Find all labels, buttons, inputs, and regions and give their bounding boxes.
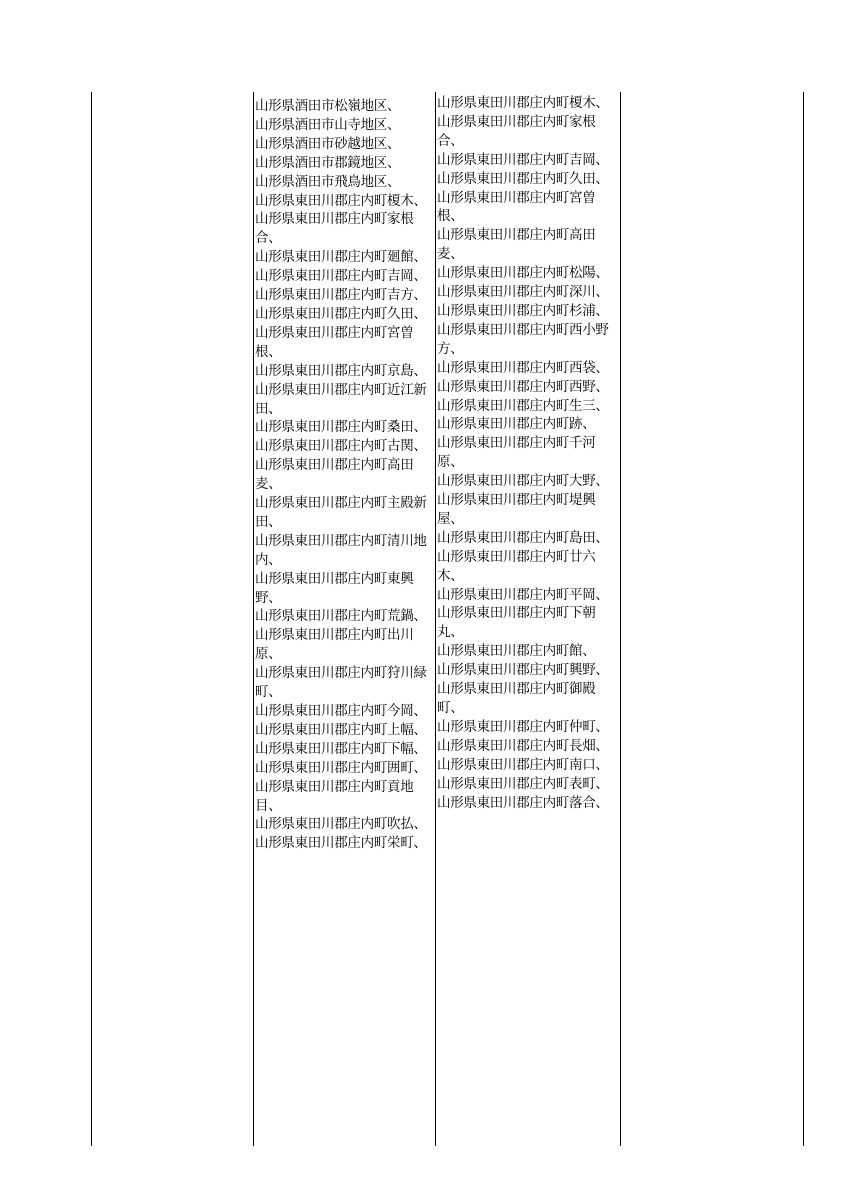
address-list-left: [255, 97, 431, 853]
list-item: 山形県東田川郡庄内町廻館、: [255, 249, 427, 266]
list-item: 山形県東田川郡庄内町荒鍋、: [255, 608, 427, 625]
list-item: 山形県東田川郡庄内町榎木、: [255, 192, 427, 209]
list-item: 山形県東田川郡庄内町下幅、: [255, 740, 427, 757]
list-item: 山形県酒田市山寺地区、: [255, 116, 401, 133]
list-item: 山形県東田川郡庄内町家根合、: [255, 211, 414, 247]
list-item: 山形県東田川郡庄内町出川原、: [255, 627, 414, 663]
list-item: 山形県東田川郡庄内町囲町、: [255, 759, 427, 776]
list-item: 山形県東田川郡庄内町吉岡、: [437, 151, 609, 168]
list-item: 山形県東田川郡庄内町吉方、: [255, 287, 427, 304]
list-item: 山形県東田川郡庄内町清川地内、: [255, 532, 427, 568]
list-item: 山形県東田川郡庄内町西野、: [437, 378, 609, 395]
list-item: 山形県東田川郡庄内町上幅、: [255, 721, 427, 738]
list-item: 山形県東田川郡庄内町西袋、: [437, 359, 609, 376]
list-item: 山形県東田川郡庄内町宮曽根、: [255, 324, 414, 360]
list-item: 山形県東田川郡庄内町杉浦、: [437, 302, 609, 319]
list-item: 山形県東田川郡庄内町京島、: [255, 362, 427, 379]
list-item: 山形県東田川郡庄内町宮曽根、: [437, 189, 596, 225]
list-item: 山形県東田川郡庄内町主殿新田、: [255, 495, 427, 530]
list-item: 山形県東田川郡庄内町西小野方、: [437, 321, 609, 357]
list-item: 山形県東田川郡庄内町館、: [437, 643, 596, 660]
list-item: 山形県東田川郡庄内町高田麦、: [255, 457, 414, 493]
table-divider-3: [620, 92, 621, 1146]
list-item: 山形県東田川郡庄内町南口、: [437, 756, 609, 773]
list-item: 山形県東田川郡庄内町深川、: [437, 284, 609, 301]
list-item: 山形県東田川郡庄内町大野、: [437, 473, 609, 490]
list-item: 山形県東田川郡庄内町吉岡、: [255, 268, 427, 285]
list-item: 山形県東田川郡庄内町落合、: [437, 794, 609, 811]
list-item: 山形県東田川郡庄内町堤興屋、: [437, 492, 596, 527]
list-item: 山形県東田川郡庄内町跡、: [437, 416, 596, 433]
list-item: 山形県酒田市郡鏡地区、: [255, 154, 401, 171]
list-item: 山形県東田川郡庄内町家根合、: [437, 113, 596, 149]
list-item: 山形県東田川郡庄内町表町、: [437, 775, 609, 792]
list-item: 山形県東田川郡庄内町東興野、: [255, 570, 414, 606]
list-item: 山形県東田川郡庄内町長畑、: [437, 737, 609, 754]
table-border-right: [803, 92, 804, 1146]
list-item: 山形県東田川郡庄内町興野、: [437, 662, 609, 679]
list-item: 山形県酒田市砂越地区、: [255, 135, 401, 152]
list-item: 山形県東田川郡庄内町平岡、: [437, 586, 609, 603]
list-item: 山形県東田川郡庄内町榎木、: [437, 95, 609, 111]
list-item: 山形県東田川郡庄内町栄町、: [255, 835, 427, 852]
list-item: 山形県東田川郡庄内町下朝丸、: [437, 605, 596, 641]
list-item: 山形県東田川郡庄内町島田、: [437, 529, 609, 546]
address-list-right: [437, 94, 618, 812]
list-item: 山形県東田川郡庄内町吹払、: [255, 816, 427, 833]
table-divider-1: [253, 92, 254, 1146]
list-item: 山形県東田川郡庄内町久田、: [437, 170, 609, 187]
list-item: 山形県東田川郡庄内町廿六木、: [437, 548, 596, 584]
list-item: 山形県東田川郡庄内町御殿町、: [437, 681, 596, 716]
list-item: 山形県酒田市飛鳥地区、: [255, 173, 401, 190]
list-item: 山形県東田川郡庄内町近江新田、: [255, 381, 427, 417]
table-border-left: [91, 92, 92, 1146]
list-item: 山形県東田川郡庄内町仲町、: [437, 718, 609, 735]
list-item: 山形県東田川郡庄内町桑田、: [255, 419, 427, 436]
list-item: 山形県東田川郡庄内町今岡、: [255, 703, 427, 719]
list-item: 山形県東田川郡庄内町生三、: [437, 397, 609, 414]
list-item: 山形県東田川郡庄内町高田麦、: [437, 227, 596, 263]
list-item: 山形県東田川郡庄内町古関、: [255, 438, 427, 455]
list-item: 山形県酒田市松嶺地区、: [255, 98, 401, 114]
list-item: 山形県東田川郡庄内町狩川緑町、: [255, 665, 427, 701]
list-item: 山形県東田川郡庄内町千河原、: [437, 435, 596, 471]
list-item: 山形県東田川郡庄内町松陽、: [437, 265, 609, 282]
list-item: 山形県東田川郡庄内町久田、: [255, 305, 427, 322]
list-item: 山形県東田川郡庄内町貢地目、: [255, 778, 414, 814]
table-divider-2: [435, 92, 436, 1146]
